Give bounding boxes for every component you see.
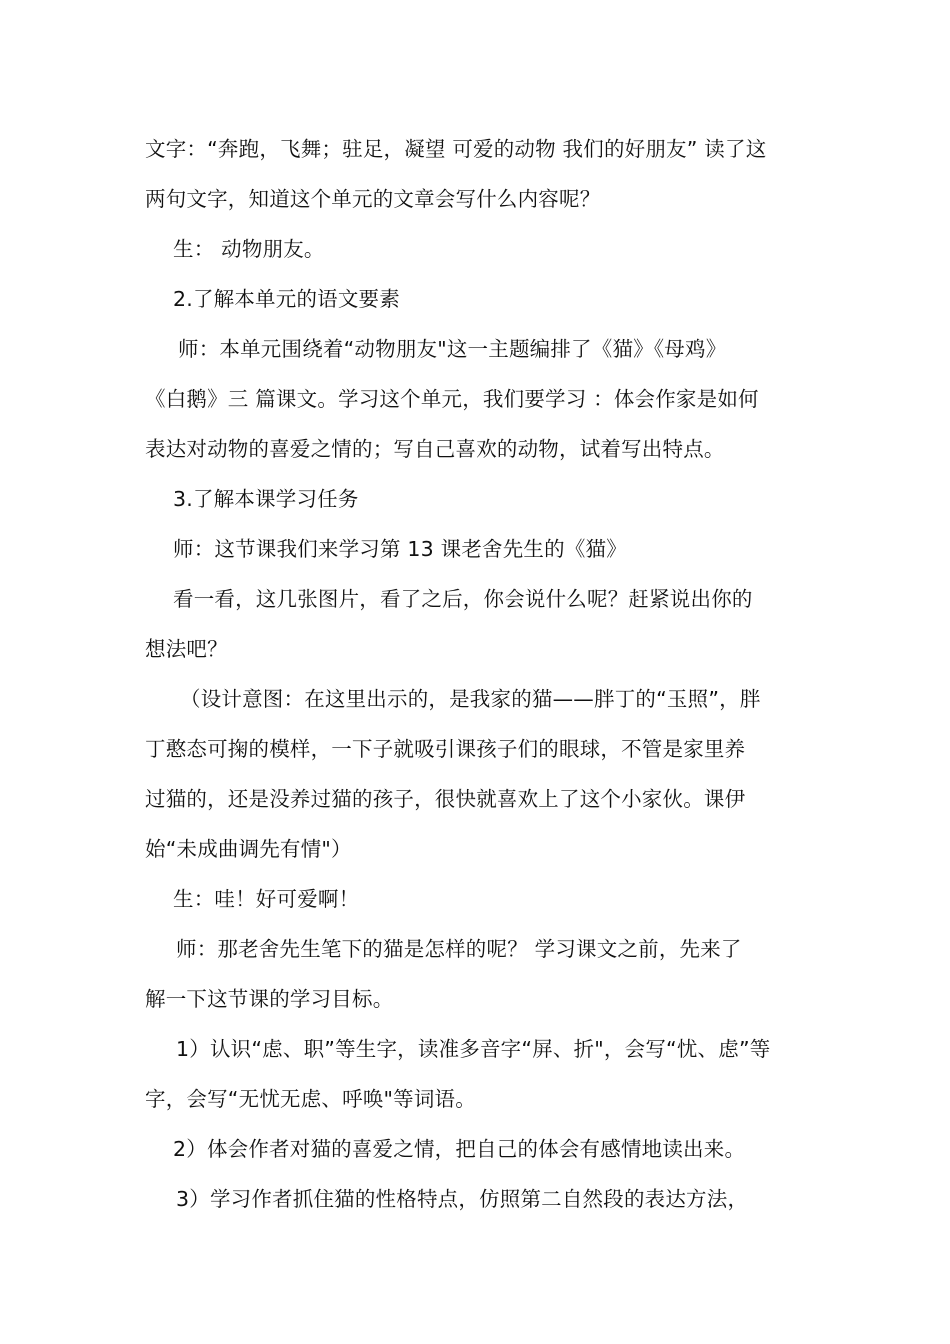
objective-3: 3）学习作者抓住猫的性格特点，仿照第二自然段的表达方法， bbox=[176, 1187, 749, 1211]
text-line-7: 表达对动物的喜爱之情的；写自己喜欢的动物，试着写出特点。 bbox=[145, 437, 725, 461]
text-line-14: 过猫的，还是没养过猫的孩子，很快就喜欢上了这个小家伙。课伊 bbox=[145, 787, 746, 811]
text-line-18: 解一下这节课的学习目标。 bbox=[145, 987, 394, 1011]
section-heading-2: 2.了解本单元的语文要素 bbox=[173, 287, 400, 311]
text-line-9: 师：这节课我们来学习第 13 课老舍先生的《猫》 bbox=[173, 537, 627, 561]
text-line-6: 《白鹅》三 篇课文。学习这个单元，我们要学习 ：体会作家是如何 bbox=[145, 387, 759, 411]
objective-1: 1）认识“虑、职”等生字，读准多音字“屏、折"，会写“忧、虑”等 bbox=[176, 1037, 771, 1061]
objective-2: 2）体会作者对猫的喜爱之情，把自己的体会有感情地读出来。 bbox=[173, 1137, 746, 1161]
section-heading-3: 3.了解本课学习任务 bbox=[173, 487, 359, 511]
text-line-3: 生： 动物朋友。 bbox=[173, 237, 325, 261]
text-line-1: 文字：“奔跑，飞舞；驻足，凝望 可爱的动物 我们的好朋友” 读了这 bbox=[145, 137, 767, 161]
text-line-13: 丁憨态可掬的模样，一下子就吸引课孩子们的眼球，不管是家里养 bbox=[145, 737, 746, 761]
text-line-15: 始“未成曲调先有情"） bbox=[145, 837, 352, 861]
text-line-12: （设计意图：在这里出示的，是我家的猫——胖丁的“玉照”，胖 bbox=[180, 687, 761, 711]
text-line-20: 字，会写“无忧无虑、呼唤"等词语。 bbox=[145, 1087, 476, 1111]
text-line-16: 生：哇！好可爱啊！ bbox=[173, 887, 360, 911]
text-line-10: 看一看，这几张图片，看了之后，你会说什么呢？赶紧说出你的 bbox=[173, 587, 753, 611]
text-line-5: 师：本单元围绕着“动物朋友"这一主题编排了《猫》《母鸡》 bbox=[178, 337, 727, 361]
text-line-17: 师：那老舍先生笔下的猫是怎样的呢？ 学习课文之前，先来了 bbox=[176, 937, 742, 961]
text-line-11: 想法吧？ bbox=[145, 637, 228, 661]
text-line-2: 两句文字，知道这个单元的文章会写什么内容呢？ bbox=[145, 187, 601, 211]
